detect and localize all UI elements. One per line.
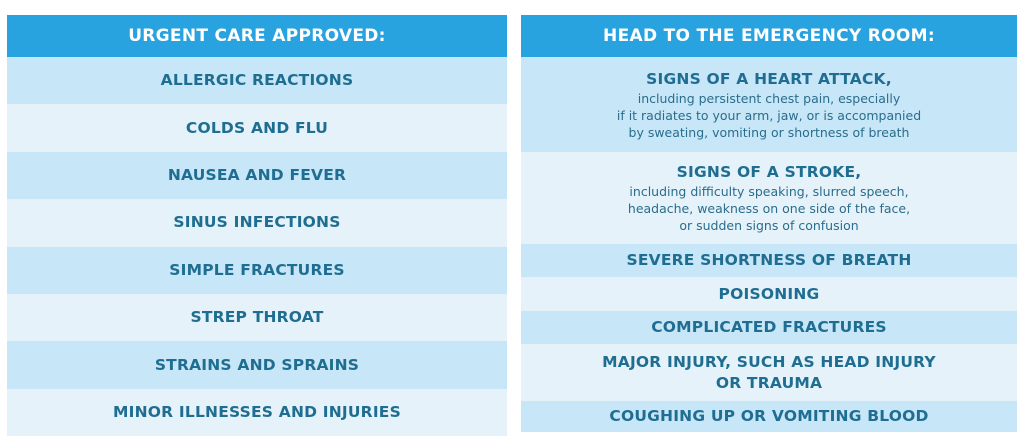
item-title: SIGNS OF A STROKE, [676,163,862,181]
item-title: OR TRAUMA [715,373,823,392]
item-label: STREP THROAT [190,308,324,327]
item-detail: by sweating, vomiting or shortness of breath [628,124,910,140]
urgent-care-header: URGENT CARE APPROVED: [7,15,507,57]
item-detail: headache, weakness on one side of the face, [627,201,911,216]
list-item [7,152,507,199]
item-label: COLDS AND FLU [185,118,329,137]
list-item [521,244,1017,277]
item-label: NAUSEA AND FEVER [167,165,347,184]
item-detail: including persistent chest pain, especially [637,90,901,106]
list-item [521,344,1017,401]
emergency-room-panel [521,15,1017,432]
list-item [7,247,507,294]
list-item-heart-attack [521,57,1017,152]
item-title: MAJOR INJURY, SUCH AS HEAD INJURY [602,352,936,371]
item-detail: if it radiates to your arm, jaw, or is accompanied [616,107,922,123]
item-detail: including difficulty speaking, slurred speech, [629,184,909,199]
list-item [7,294,507,341]
list-item [7,104,507,151]
item-title: COMPLICATED FRACTURES [651,318,887,336]
list-item-stroke [521,152,1017,244]
item-detail: or sudden signs of confusion [679,218,859,233]
list-item [521,401,1017,432]
list-item [7,199,507,246]
item-label: MINOR ILLNESSES AND INJURIES [113,402,401,421]
item-label: SIMPLE FRACTURES [169,260,345,279]
item-title: POISONING [718,284,820,303]
emergency-room-header: HEAD TO THE EMERGENCY ROOM: [521,15,1017,57]
list-item [7,57,507,104]
list-item [521,311,1017,344]
item-label: SINUS INFECTIONS [173,213,341,232]
item-label: STRAINS AND SPRAINS [154,355,360,374]
item-title: COUGHING UP OR VOMITING BLOOD [609,407,929,425]
list-item [7,389,507,436]
list-item [521,277,1017,311]
item-label: ALLERGIC REACTIONS [160,71,354,90]
item-title: SEVERE SHORTNESS OF BREATH [626,251,912,269]
urgent-care-panel [7,15,507,436]
list-item [7,341,507,388]
item-title: SIGNS OF A HEART ATTACK, [646,69,892,88]
